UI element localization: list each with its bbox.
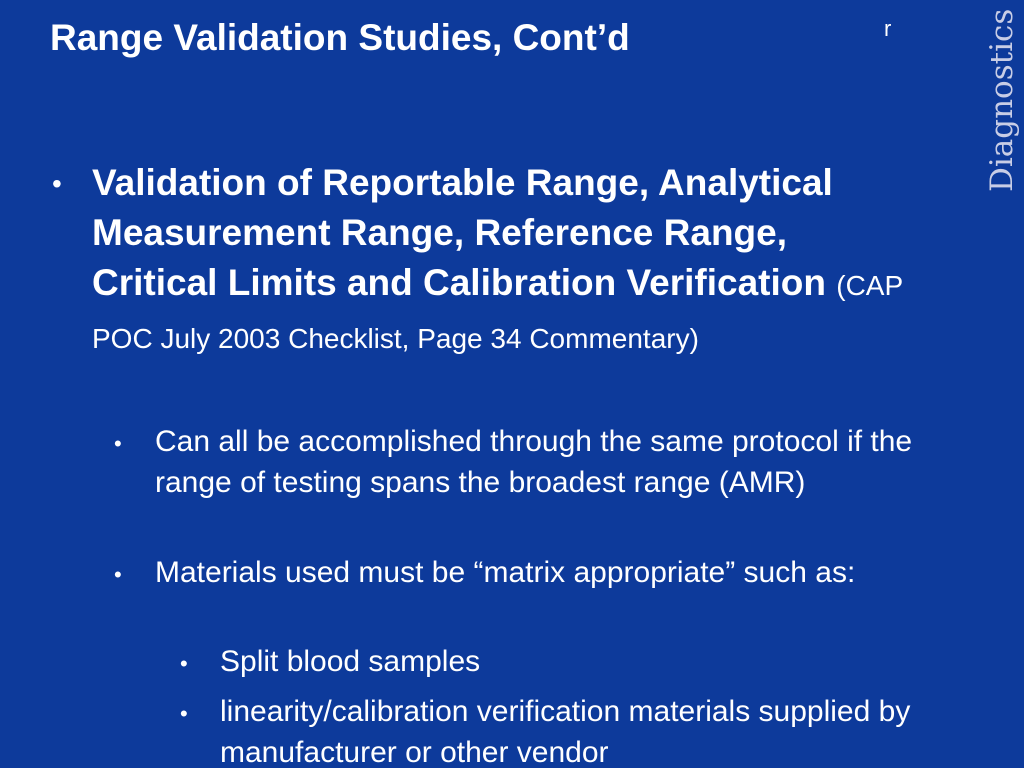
side-label-diagnostics: Diagnostics	[984, 8, 1020, 192]
main-bullet-heading: Validation of Reportable Range, Analytical Measurement Range, Reference Range, Critical Limits and Calibration Verification	[92, 162, 833, 303]
sub-sub-bullet: Split blood samples	[220, 645, 481, 678]
slide-title: Range Validation Studies, Cont’d	[50, 17, 630, 58]
bullet-marker: •	[180, 701, 188, 726]
main-bullet	[92, 158, 912, 364]
corner-mark: r	[884, 16, 892, 41]
bullet-marker: •	[180, 651, 188, 676]
sub-sub-bullet: linearity/calibration verification materials supplied by manufacturer or other vendor	[220, 695, 911, 768]
bullet-marker: •	[114, 431, 122, 456]
bullet-marker: •	[114, 562, 122, 587]
sub-bullet: Materials used must be “matrix appropriate” such as:	[155, 556, 856, 589]
bullet-marker: •	[52, 168, 62, 199]
main-bullet-note: (CAP POC July 2003 Checklist, Page 34 Commentary)	[92, 270, 903, 354]
sub-bullet: Can all be accomplished through the same protocol if the range of testing spans the broadest range (AMR)	[155, 425, 913, 499]
